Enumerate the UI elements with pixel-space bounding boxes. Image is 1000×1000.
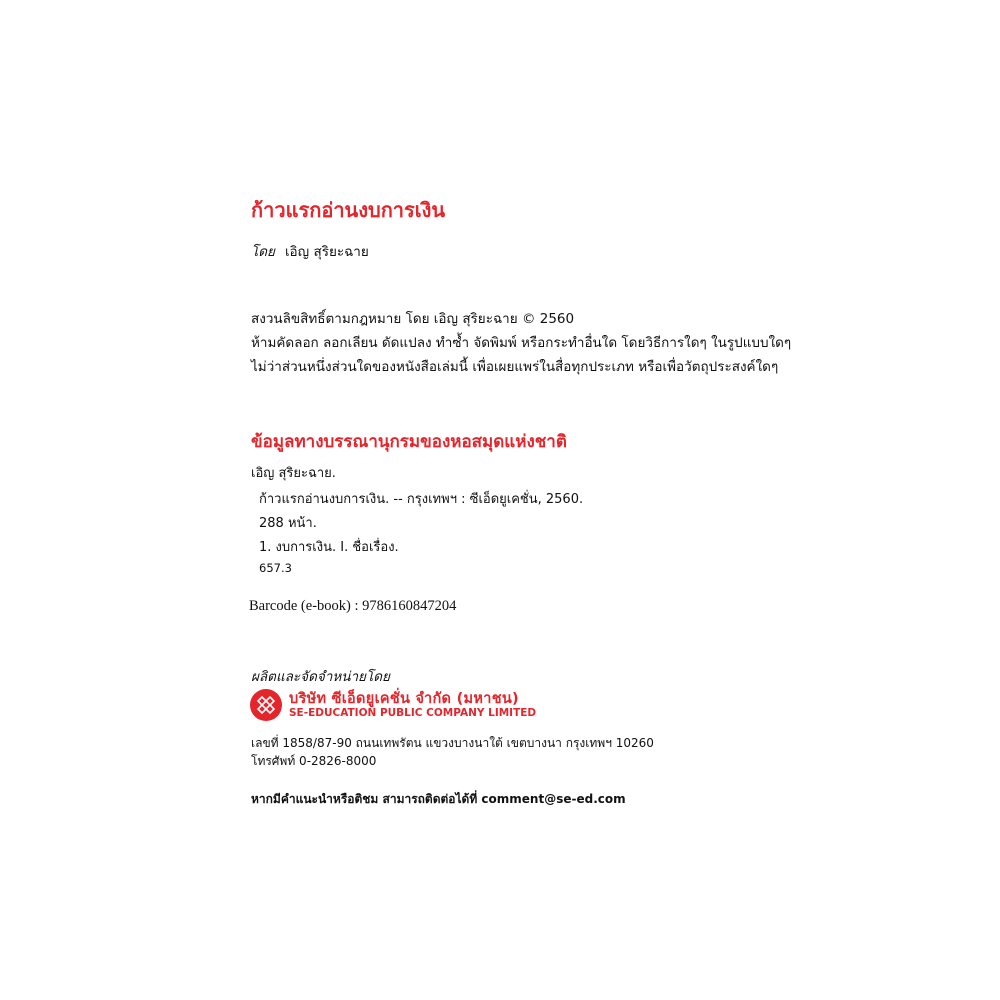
publisher-phone: โทรศัพท์ 0-2826-8000 [251,754,377,768]
by-label: โดย [251,244,275,260]
author-name: เอิญ สุริยะฉาย [284,244,369,260]
book-title: ก้าวแรกอ่านงบการเงิน [251,198,446,222]
copyright-line-3: ไม่ว่าส่วนหนึ่งส่วนใดของหนังสือเล่มนี้ เพื่อเผยแพร่ในสื่อทุกประเภท หรือเพื่อวัตถุประสงค์ใดๆ [251,359,779,375]
cip-author: เอิญ สุริยะฉาย. [251,466,336,481]
cip-heading: ข้อมูลทางบรรณานุกรมของหอสมุดแห่งชาติ [251,432,567,452]
distributor-label: ผลิตและจัดจำหน่ายโดย [251,669,390,685]
cip-title-line: ก้าวแรกอ่านงบการเงิน. -- กรุงเทพฯ : ซีเอ็ดยูเคชั่น, 2560. [259,492,584,507]
cip-subjects: 1. งบการเงิน. I. ชื่อเรื่อง. [259,540,399,555]
copyright-line-1: สงวนลิขสิทธิ์ตามกฎหมาย โดย เอิญ สุริยะฉาย © 2560 [251,311,575,327]
publisher-address: เลขที่ 1858/87-90 ถนนเทพรัตน แขวงบางนาใต้ เขตบางนา กรุงเทพฯ 10260 [251,736,654,750]
cip-pages: 288 หน้า. [259,516,317,531]
byline [251,240,369,262]
publisher-name-en: SE-EDUCATION PUBLIC COMPANY LIMITED [289,707,537,719]
cip-classification: 657.3 [259,561,292,575]
contact-line: หากมีคำแนะนำหรือติชม สามารถติดต่อได้ที่ comment@se-ed.com [251,792,626,806]
se-ed-logo-icon [250,689,282,721]
publisher-name-th: บริษัท ซีเอ็ดยูเคชั่น จำกัด (มหาชน) [289,691,519,707]
barcode-line: Barcode (e-book) : 9786160847204 [249,598,457,614]
copyright-line-2: ห้ามคัดลอก ลอกเลียน ดัดแปลง ทำซ้ำ จัดพิมพ์ หรือกระทำอื่นใด โดยวิธีการใดๆ ในรูปแบบใดๆ [251,335,792,351]
